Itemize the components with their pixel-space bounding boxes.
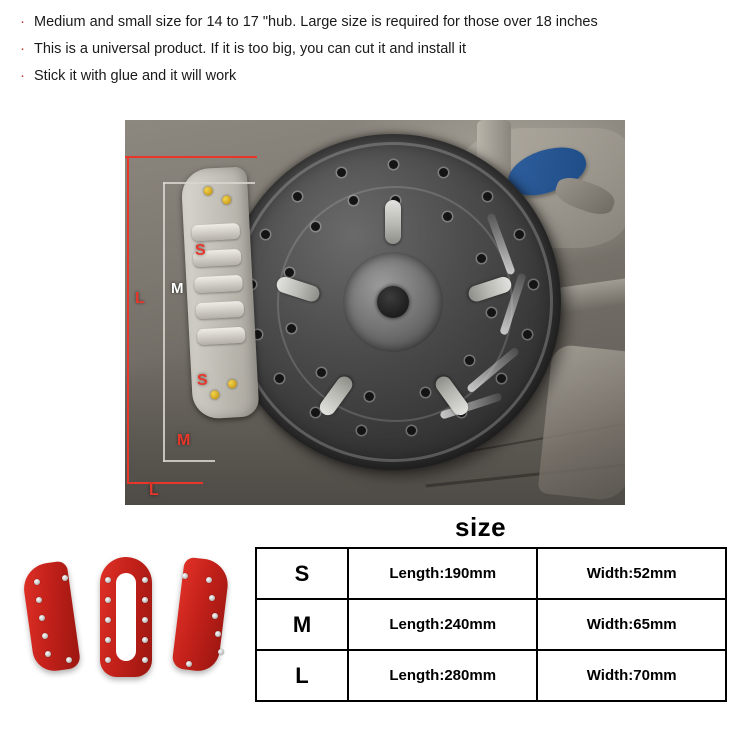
bullet-text: Stick it with glue and it will work — [34, 68, 237, 84]
list-item — [18, 39, 750, 59]
cell-width: Width:65mm — [537, 599, 726, 650]
caliper-cover-middle-gap — [116, 573, 136, 661]
size-table — [255, 547, 727, 702]
measure-label-m-bottom: M — [177, 432, 191, 449]
lug-stud — [385, 200, 401, 244]
table-row — [256, 599, 726, 650]
rotor-drill-hole — [487, 308, 496, 317]
bullet-text: Medium and small size for 14 to 17 "hub. Large size is required for those over 18 inches — [34, 14, 598, 30]
rotor-drill-hole — [261, 230, 270, 239]
bullet-dot-icon: · — [20, 40, 25, 57]
rotor-drill-hole — [477, 254, 486, 263]
rotor-drill-hole — [407, 426, 416, 435]
rivet — [105, 617, 111, 623]
caliper-fin — [191, 223, 240, 241]
measure-label-m-vertical: M — [171, 280, 184, 297]
rivet — [142, 577, 148, 583]
cell-size: S — [256, 548, 348, 599]
rotor-drill-hole — [523, 330, 532, 339]
caliper-bolt — [203, 186, 212, 195]
rotor-drill-hole — [389, 160, 398, 169]
rivet — [62, 575, 68, 581]
caliper-fin — [194, 275, 243, 293]
rotor-drill-hole — [293, 192, 302, 201]
rivet — [182, 573, 188, 579]
measure-label-l-vertical: L — [135, 290, 145, 307]
hub-center-cap — [377, 286, 409, 318]
caliper-cover-installed — [181, 166, 260, 419]
rotor-drill-hole — [349, 196, 358, 205]
rotor-drill-hole — [285, 268, 294, 277]
caliper-bolt — [228, 379, 237, 388]
measure-line-left-vertical — [127, 156, 129, 484]
caliper-bolt — [222, 195, 231, 204]
rivet — [186, 661, 192, 667]
table-row — [256, 548, 726, 599]
rotor-drill-hole — [529, 280, 538, 289]
rivet — [212, 613, 218, 619]
rivet — [218, 649, 224, 655]
cell-length: Length:280mm — [348, 650, 537, 701]
cell-length: Length:190mm — [348, 548, 537, 599]
caliper-fin — [197, 327, 246, 345]
rotor-drill-hole — [311, 408, 320, 417]
brake-rotor — [225, 134, 561, 470]
rivet — [142, 657, 148, 663]
rivet — [215, 631, 221, 637]
rotor-drill-hole — [311, 222, 320, 231]
rivet — [142, 617, 148, 623]
rotor-drill-hole — [357, 426, 366, 435]
photo-background — [125, 120, 625, 505]
rotor-drill-hole — [365, 392, 374, 401]
rotor-drill-hole — [275, 374, 284, 383]
list-item — [18, 12, 750, 32]
rotor-drill-hole — [317, 368, 326, 377]
cell-width: Width:70mm — [537, 650, 726, 701]
measure-line-m-top — [163, 182, 255, 184]
bullet-dot-icon: · — [20, 67, 25, 84]
caliper-cover-right — [171, 557, 230, 674]
rivet — [34, 579, 40, 585]
rotor-drill-hole — [439, 168, 448, 177]
rivet — [36, 597, 42, 603]
rivet — [105, 597, 111, 603]
caliper-bolt — [210, 390, 219, 399]
rotor-drill-hole — [443, 212, 452, 221]
rivet — [209, 595, 215, 601]
rotor-drill-hole — [497, 374, 506, 383]
bullet-text: This is a universal product. If it is too big, you can cut it and install it — [34, 41, 466, 57]
rivet — [105, 657, 111, 663]
size-section-title: size — [455, 512, 507, 542]
rotor-drill-hole — [515, 230, 524, 239]
rivet — [39, 615, 45, 621]
rivet — [206, 577, 212, 583]
product-photo-caliper-covers — [20, 545, 235, 705]
measure-line-top — [125, 156, 257, 158]
rivet — [66, 657, 72, 663]
rotor-drill-hole — [287, 324, 296, 333]
rivet — [142, 597, 148, 603]
list-item — [18, 66, 750, 86]
bullet-dot-icon: · — [20, 13, 25, 30]
cell-length: Length:240mm — [348, 599, 537, 650]
feature-bullet-list — [0, 0, 750, 86]
rotor-drill-hole — [465, 356, 474, 365]
rivet — [142, 637, 148, 643]
cell-width: Width:52mm — [537, 548, 726, 599]
measure-label-s-upper: S — [195, 242, 206, 259]
measure-line-m-bottom — [163, 460, 215, 462]
rivet — [105, 577, 111, 583]
measure-label-l-bottom: L — [149, 482, 159, 499]
rivet — [45, 651, 51, 657]
caliper-cover-left — [21, 560, 82, 673]
rivet — [105, 637, 111, 643]
rivet — [42, 633, 48, 639]
cell-size: L — [256, 650, 348, 701]
rotor-drill-hole — [483, 192, 492, 201]
measure-line-m-vertical — [163, 182, 165, 462]
measure-label-s-lower: S — [197, 372, 208, 389]
table-row — [256, 650, 726, 701]
brake-disc-measurement-photo — [125, 120, 625, 505]
rotor-drill-hole — [337, 168, 346, 177]
measure-line-bottom — [127, 482, 203, 484]
caliper-fin — [196, 301, 245, 319]
rotor-drill-hole — [421, 388, 430, 397]
cell-size: M — [256, 599, 348, 650]
